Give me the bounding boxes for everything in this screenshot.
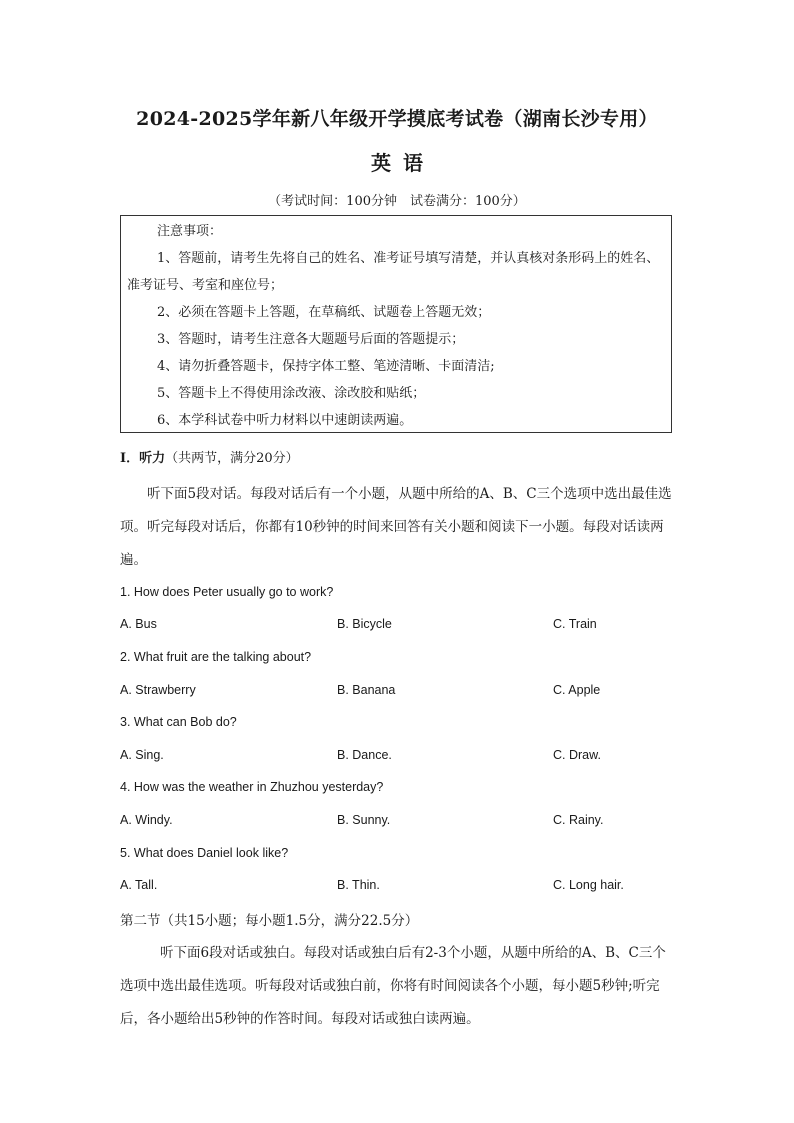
exam-time-info: （考试时间：100分钟 试卷满分：100分） [268,194,526,209]
notice-box [120,215,672,433]
question-5: 5. What does Daniel look like? [120,846,289,860]
q4-option-b: B. Sunny. [337,813,391,827]
q2-option-b: B. Banana [337,683,396,697]
question-3: 3. What can Bob do? [120,715,237,729]
q3-option-c: C. Draw. [553,748,601,762]
question-4: 4. How was the weather in Zhuzhou yesterday? [120,780,384,794]
exam-subject: 英语 [371,151,435,175]
q3-option-a: A. Sing. [120,748,164,762]
notice-item: 3、答题时，请考生注意各大题题号后面的答题提示； [157,332,465,347]
notice-item: 5、答题卡上不得使用涂改液、涂改胶和贴纸； [157,386,426,401]
notice-item: 4、请勿折叠答题卡，保持字体工整、笔迹清晰、卡面清洁; [157,359,495,374]
q5-option-a: A. Tall. [120,878,158,892]
q2-option-c: C. Apple [553,683,601,697]
q1-option-b: B. Bicycle [337,617,392,631]
notice-heading: 注意事项： [157,224,223,239]
section1-number: I． [120,451,140,466]
q1-option-a: A. Bus [120,617,157,631]
section2-instruction: 听下面6段对话或独白。每段对话或独白后有2-3个小题，从题中所给的A、B、C三个选项中选出最佳选项。听每段对话或独白前，你将有时间阅读各个小题，每小题5秒钟;听完后，各小题给出5秒钟的作答时间。每段对话或独白读两遍。 [120,945,666,1027]
question-1: 1. How does Peter usually go to work? [120,585,334,599]
section1-name: 听力 [139,451,166,466]
section1-detail: （共两节，满分20分） [165,451,299,466]
section1-heading [120,447,299,466]
q5-option-c: C. Long hair. [553,878,624,892]
notice-item: 6、本学科试卷中听力材料以中速朗读两遍。 [157,413,413,428]
q5-option-b: B. Thin. [337,878,380,892]
section2-heading: 第二节（共15小题；每小题1.5分，满分22.5分） [120,913,419,929]
q4-option-a: A. Windy. [120,813,173,827]
q1-option-c: C. Train [553,617,597,631]
notice-item: 2、必须在答题卡上答题，在草稿纸、试题卷上答题无效； [157,305,491,320]
section1-instruction: 听下面5段对话。每段对话后有一个小题，从题中所给的A、B、C三个选项中选出最佳选项。听完每段对话后，你都有10秒钟的时间来回答有关小题和阅读下一小题。每段对话读两遍。 [120,486,672,568]
exam-title: 2024-2025学年新八年级开学摸底考试卷（湖南长沙专用） [136,108,658,130]
q4-option-c: C. Rainy. [553,813,604,827]
q3-option-b: B. Dance. [337,748,392,762]
notice-item: 1、答题前，请考生先将自己的姓名、准考证号填写清楚，并认真核对条形码上的姓名、准考证号、考室和座位号； [127,251,660,293]
q2-option-a: A. Strawberry [120,683,196,697]
question-2: 2. What fruit are the talking about? [120,650,312,664]
